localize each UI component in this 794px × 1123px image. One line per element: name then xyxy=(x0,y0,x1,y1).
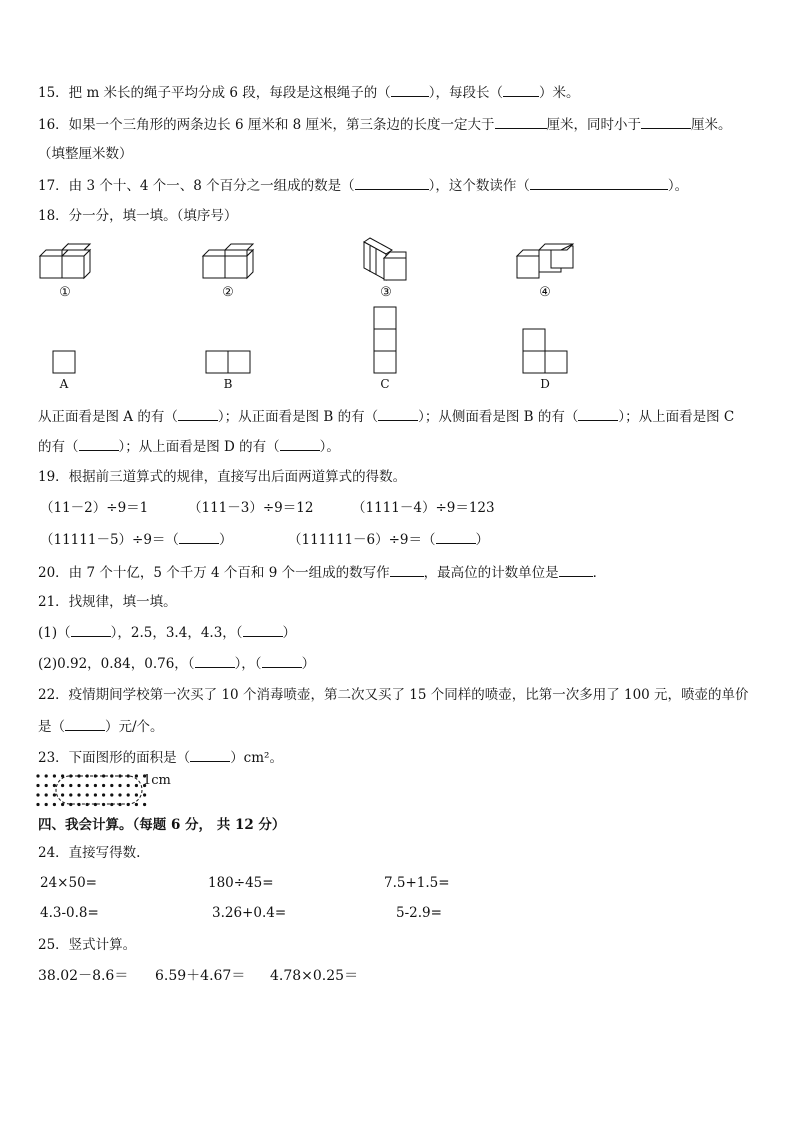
dot-grid-figure xyxy=(32,772,152,812)
question-18-line2: 的有（ ）；从上面看是图 D 的有（ ）。 xyxy=(38,439,340,455)
question-22: 22．疫情期间学校第一次买了 10 个消毒喷壶，第二次又买了 15 个同样的喷壶，比第一次多用了 100 元，喷壶的单价 xyxy=(38,687,749,703)
grid-dot xyxy=(61,803,64,806)
answer-blank[interactable] xyxy=(559,563,593,577)
calc-item: 5-2.9= xyxy=(396,905,442,921)
question-24-title: 24．直接写得数. xyxy=(38,845,141,861)
grid-dot xyxy=(135,774,138,777)
grid-dot xyxy=(86,793,89,796)
grid-dot xyxy=(94,793,97,796)
grid-dot xyxy=(102,793,105,796)
grid-dot xyxy=(53,793,56,796)
calc-item: 24×50= xyxy=(40,875,97,891)
question-18-line1: 从正面看是图 A 的有（ ）；从正面看是图 B 的有（ ）；从侧面看是图 B 的有（ ）；从上面看是图 C xyxy=(38,409,735,425)
unit-label: 1cm xyxy=(143,773,171,788)
answer-blank[interactable] xyxy=(195,654,235,668)
question-23: 23．下面图形的面积是（ ）cm²。 xyxy=(38,750,283,766)
answer-blank[interactable] xyxy=(280,437,320,451)
view-label-A: A xyxy=(59,377,69,391)
question-21-part2: (2)0.92，0.84，0.76，（ ），（ ） xyxy=(38,656,316,672)
answer-blank[interactable] xyxy=(355,176,429,190)
answer-blank[interactable] xyxy=(578,407,618,421)
grid-dot xyxy=(127,784,130,787)
answer-blank[interactable] xyxy=(178,407,218,421)
grid-dot xyxy=(86,784,89,787)
view-label-B: B xyxy=(223,377,233,391)
equation-4: （11111－5）÷9＝（ ） xyxy=(40,532,233,548)
question-21-title: 21．找规律，填一填。 xyxy=(38,594,177,610)
calc-item: 180÷45= xyxy=(208,875,274,891)
solid-figure-2 xyxy=(201,242,257,284)
solid-figure-3 xyxy=(362,236,410,284)
answer-blank[interactable] xyxy=(495,115,547,129)
grid-dot xyxy=(36,784,39,787)
view-figure-D xyxy=(522,328,570,376)
calc-item: 4.3-0.8= xyxy=(40,905,99,921)
grid-dot xyxy=(53,803,56,806)
view-figure-B xyxy=(205,350,253,376)
grid-dot xyxy=(110,793,113,796)
view-label-C: C xyxy=(380,377,390,391)
calc-item: 3.26+0.4= xyxy=(212,905,287,921)
vertical-calc-item: 6.59＋4.67＝ xyxy=(155,968,246,984)
answer-blank[interactable] xyxy=(262,654,302,668)
view-figure-A xyxy=(52,350,78,376)
grid-dot xyxy=(77,784,80,787)
question-19-title: 19．根据前三道算式的规律，直接写出后面两道算式的得数。 xyxy=(38,469,407,485)
grid-dot xyxy=(45,793,48,796)
solid-figure-1 xyxy=(38,242,94,284)
grid-dot xyxy=(69,793,72,796)
equation-1: （11－2）÷9＝1 xyxy=(40,500,149,516)
grid-dot xyxy=(36,774,39,777)
calc-item: 7.5+1.5= xyxy=(384,875,450,891)
answer-blank[interactable] xyxy=(71,623,111,637)
shape-outline xyxy=(56,776,142,804)
grid-dot xyxy=(143,803,146,806)
solid-label-4: ④ xyxy=(539,285,551,300)
grid-dot xyxy=(118,784,121,787)
grid-dot xyxy=(110,784,113,787)
answer-blank[interactable] xyxy=(436,530,476,544)
question-18-title: 18．分一分，填一填。（填序号） xyxy=(38,208,238,224)
vertical-calc-item: 38.02－8.6＝ xyxy=(38,968,129,984)
grid-dot xyxy=(61,784,64,787)
answer-blank[interactable] xyxy=(179,530,219,544)
grid-dot xyxy=(53,784,56,787)
question-25-title: 25．竖式计算。 xyxy=(38,937,137,953)
grid-dot xyxy=(127,793,130,796)
answer-blank[interactable] xyxy=(378,407,418,421)
grid-dot xyxy=(36,803,39,806)
solid-figure-4 xyxy=(515,242,577,284)
grid-dot xyxy=(69,784,72,787)
grid-dot xyxy=(61,793,64,796)
question-20: 20．由 7 个十亿，5 个千万 4 个百和 9 个一组成的数写作 ，最高位的计数单位是 ． xyxy=(38,565,607,581)
answer-blank[interactable] xyxy=(503,83,539,97)
view-figure-C xyxy=(373,306,399,376)
question-15: 15．把 m 米长的绳子平均分成 6 段，每段是这根绳子的（ ），每段长（ ）米。 xyxy=(38,85,580,101)
solid-label-2: ② xyxy=(222,285,234,300)
grid-dot xyxy=(36,793,39,796)
grid-dot xyxy=(135,803,138,806)
answer-blank[interactable] xyxy=(530,176,668,190)
equation-3: （1111－4）÷9＝123 xyxy=(352,500,495,516)
grid-dot xyxy=(45,774,48,777)
answer-blank[interactable] xyxy=(243,623,283,637)
solid-label-1: ① xyxy=(59,285,71,300)
solid-label-3: ③ xyxy=(380,285,392,300)
question-17: 17．由 3 个十、4 个一、8 个百分之一组成的数是（ ），这个数读作（ ）。 xyxy=(38,178,689,194)
section-4-heading: 四、我会计算。（每题 6 分， 共 12 分） xyxy=(38,817,286,833)
grid-dot xyxy=(45,784,48,787)
question-16-note: （填整厘米数） xyxy=(38,146,133,162)
equation-5: （111111－6）÷9＝（ ） xyxy=(288,532,490,548)
grid-dot xyxy=(94,784,97,787)
vertical-calc-item: 4.78×0.25＝ xyxy=(270,968,359,984)
answer-blank[interactable] xyxy=(641,115,691,129)
answer-blank[interactable] xyxy=(65,717,105,731)
equation-2: （111－3）÷9＝12 xyxy=(188,500,314,516)
answer-blank[interactable] xyxy=(390,563,424,577)
question-22-cont: 是（ ）元/个。 xyxy=(38,719,164,735)
grid-dot xyxy=(135,784,138,787)
grid-dot xyxy=(45,803,48,806)
grid-dot xyxy=(77,793,80,796)
grid-dot xyxy=(143,793,146,796)
grid-dot xyxy=(135,793,138,796)
answer-blank[interactable] xyxy=(79,437,119,451)
question-16: 16．如果一个三角形的两条边长 6 厘米和 8 厘米，第三条边的长度一定大于 厘米，同时小于 厘米。 xyxy=(38,117,732,133)
view-label-D: D xyxy=(540,377,550,391)
answer-blank[interactable] xyxy=(190,748,230,762)
question-21-part1: (1)（ ），2.5，3.4，4.3，（ ） xyxy=(38,625,297,641)
grid-dot xyxy=(118,793,121,796)
answer-blank[interactable] xyxy=(391,83,429,97)
grid-dot xyxy=(102,784,105,787)
grid-dot xyxy=(53,774,56,777)
